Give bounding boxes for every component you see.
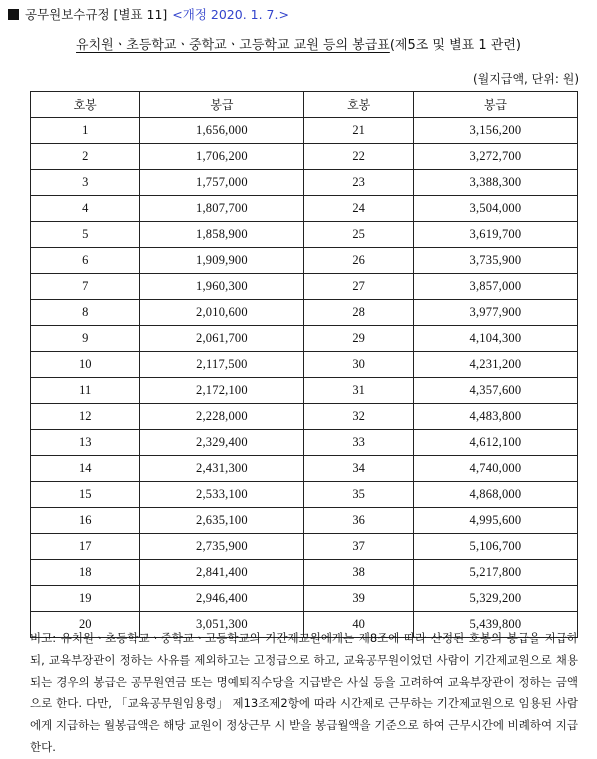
pay-cell: 4,357,600 <box>413 378 577 404</box>
pay-cell: 2,172,100 <box>140 378 304 404</box>
table-row <box>31 222 578 248</box>
pay-cell: 3,619,700 <box>413 222 577 248</box>
pay-cell: 1,807,700 <box>140 196 304 222</box>
grade-cell: 21 <box>304 118 413 144</box>
grade-cell: 26 <box>304 248 413 274</box>
page-title <box>0 37 597 55</box>
grade-cell: 10 <box>31 352 140 378</box>
pay-cell: 2,946,400 <box>140 586 304 612</box>
grade-cell: 5 <box>31 222 140 248</box>
table-header-row <box>31 92 578 118</box>
salary-table-body <box>31 118 578 638</box>
grade-cell: 1 <box>31 118 140 144</box>
pay-cell: 3,156,200 <box>413 118 577 144</box>
table-row <box>31 482 578 508</box>
grade-cell: 18 <box>31 560 140 586</box>
unit-note: (월지급액, 단위: 원) <box>473 72 579 86</box>
pay-cell: 2,635,100 <box>140 508 304 534</box>
grade-cell: 24 <box>304 196 413 222</box>
pay-cell: 2,010,600 <box>140 300 304 326</box>
grade-cell: 12 <box>31 404 140 430</box>
column-header-pay-a: 봉급 <box>140 92 304 118</box>
pay-cell: 2,841,400 <box>140 560 304 586</box>
grade-cell: 19 <box>31 586 140 612</box>
column-header-pay-b: 봉급 <box>413 92 577 118</box>
pay-cell: 1,706,200 <box>140 144 304 170</box>
table-row <box>31 144 578 170</box>
table-row <box>31 586 578 612</box>
table-row <box>31 248 578 274</box>
column-header-grade-b: 호봉 <box>304 92 413 118</box>
table-row <box>31 352 578 378</box>
grade-cell: 34 <box>304 456 413 482</box>
table-row <box>31 118 578 144</box>
table-row <box>31 378 578 404</box>
pay-cell: 2,735,900 <box>140 534 304 560</box>
pay-cell: 3,504,000 <box>413 196 577 222</box>
grade-cell: 14 <box>31 456 140 482</box>
amendment-date: <개정 2020. 1. 7.> <box>172 7 289 22</box>
grade-cell: 2 <box>31 144 140 170</box>
grade-cell: 23 <box>304 170 413 196</box>
table-row <box>31 508 578 534</box>
grade-cell: 37 <box>304 534 413 560</box>
grade-cell: 3 <box>31 170 140 196</box>
grade-cell: 13 <box>31 430 140 456</box>
pay-cell: 3,388,300 <box>413 170 577 196</box>
pay-cell: 2,533,100 <box>140 482 304 508</box>
grade-cell: 20 <box>31 612 140 638</box>
pay-cell: 4,231,200 <box>413 352 577 378</box>
grade-cell: 15 <box>31 482 140 508</box>
table-row <box>31 274 578 300</box>
grade-cell: 6 <box>31 248 140 274</box>
grade-cell: 33 <box>304 430 413 456</box>
pay-cell: 4,740,000 <box>413 456 577 482</box>
black-square-icon <box>8 9 19 20</box>
grade-cell: 40 <box>304 612 413 638</box>
grade-cell: 17 <box>31 534 140 560</box>
grade-cell: 9 <box>31 326 140 352</box>
grade-cell: 11 <box>31 378 140 404</box>
grade-cell: 30 <box>304 352 413 378</box>
pay-cell: 4,483,800 <box>413 404 577 430</box>
remarks-note: 비고: 유치원ㆍ초등학교ㆍ중학교ㆍ고등학교의 기간제교원에게는 제8조에 따라 산정된 호봉의 봉급을 지급하되, 교육부장관이 정하는 사유를 제외하고는 고정급으로 하고, 교육공무원이었던 사람이 기간제교원으로 채용되는 경우의 봉급은 공무원연금 또는 명예퇴직수당을 지급받은 사실 등을 고려하여 교육부장관이 정하는 금액으로 한다. 다만, 「교육공무원임용령」 제13조제2항에 따라 시간제로 근무하는 기간제교원으로 임용된 사람에게 지급하는 월봉급액은 해당 교원이 정상근무 시 받을 봉급월액을 기준으로 하여 근무시간에 비례하여 지급한다. <box>30 631 578 754</box>
pay-cell: 4,995,600 <box>413 508 577 534</box>
table-row <box>31 170 578 196</box>
table-row <box>31 430 578 456</box>
pay-cell: 1,858,900 <box>140 222 304 248</box>
pay-cell: 1,757,000 <box>140 170 304 196</box>
table-row <box>31 534 578 560</box>
pay-cell: 3,857,000 <box>413 274 577 300</box>
table-row <box>31 404 578 430</box>
table-row <box>31 300 578 326</box>
regulation-name: 공무원보수규정 [별표 11] <box>25 7 168 22</box>
grade-cell: 28 <box>304 300 413 326</box>
pay-cell: 2,329,400 <box>140 430 304 456</box>
pay-cell: 5,217,800 <box>413 560 577 586</box>
pay-cell: 4,104,300 <box>413 326 577 352</box>
pay-cell: 2,061,700 <box>140 326 304 352</box>
title-reference: (제5조 및 별표 1 관련) <box>389 38 521 53</box>
grade-cell: 16 <box>31 508 140 534</box>
pay-cell: 1,656,000 <box>140 118 304 144</box>
salary-table <box>30 91 578 638</box>
pay-cell: 3,735,900 <box>413 248 577 274</box>
title-main: 유치원ㆍ초등학교ㆍ중학교ㆍ고등학교 교원 등의 봉급표 <box>76 38 390 53</box>
pay-cell: 2,431,300 <box>140 456 304 482</box>
grade-cell: 38 <box>304 560 413 586</box>
table-row <box>31 326 578 352</box>
grade-cell: 35 <box>304 482 413 508</box>
table-row <box>31 196 578 222</box>
pay-cell: 5,106,700 <box>413 534 577 560</box>
grade-cell: 25 <box>304 222 413 248</box>
grade-cell: 4 <box>31 196 140 222</box>
grade-cell: 22 <box>304 144 413 170</box>
grade-cell: 29 <box>304 326 413 352</box>
table-row <box>31 560 578 586</box>
pay-cell: 2,228,000 <box>140 404 304 430</box>
grade-cell: 7 <box>31 274 140 300</box>
pay-cell: 1,909,900 <box>140 248 304 274</box>
grade-cell: 8 <box>31 300 140 326</box>
grade-cell: 39 <box>304 586 413 612</box>
table-row <box>31 456 578 482</box>
pay-cell: 3,977,900 <box>413 300 577 326</box>
pay-cell: 5,329,200 <box>413 586 577 612</box>
column-header-grade-a: 호봉 <box>31 92 140 118</box>
pay-cell: 3,272,700 <box>413 144 577 170</box>
pay-cell: 5,439,800 <box>413 612 577 638</box>
grade-cell: 36 <box>304 508 413 534</box>
regulation-header <box>8 5 289 25</box>
grade-cell: 32 <box>304 404 413 430</box>
pay-cell: 1,960,300 <box>140 274 304 300</box>
grade-cell: 27 <box>304 274 413 300</box>
pay-cell: 4,868,000 <box>413 482 577 508</box>
pay-cell: 3,051,300 <box>140 612 304 638</box>
pay-cell: 2,117,500 <box>140 352 304 378</box>
grade-cell: 31 <box>304 378 413 404</box>
pay-cell: 4,612,100 <box>413 430 577 456</box>
